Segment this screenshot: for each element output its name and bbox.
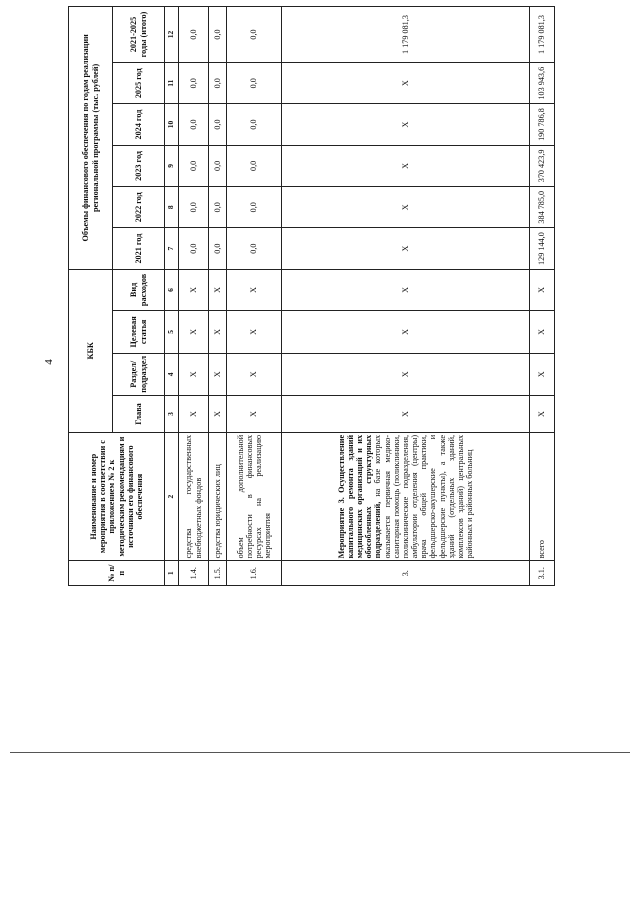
header-2025: 2025 год (113, 63, 165, 104)
cell-vid: X (179, 269, 209, 310)
cell-glava: X (282, 396, 530, 433)
cell-glava: X (209, 396, 227, 433)
table-row (179, 7, 209, 586)
cell-2025: 0,0 (209, 63, 227, 104)
cell-2022: 0,0 (179, 187, 209, 228)
header-2023: 2023 год (113, 145, 165, 186)
cell-total: 0,0 (227, 7, 282, 63)
column-index: 9 (165, 145, 179, 186)
column-index: 6 (165, 269, 179, 310)
event-3-description (282, 432, 530, 561)
rotated-page-content (68, 6, 554, 586)
cell-2022: 384 785,0 (530, 187, 555, 228)
header-glava: Глава (113, 396, 165, 433)
cell-2021: 0,0 (179, 228, 209, 269)
cell-vid: X (282, 269, 530, 310)
cell-2023: X (282, 145, 530, 186)
cell-2025: 0,0 (227, 63, 282, 104)
cell-total: 0,0 (179, 7, 209, 63)
cell-2022: 0,0 (227, 187, 282, 228)
column-index: 12 (165, 7, 179, 63)
cell-2024: 0,0 (227, 104, 282, 145)
page-number: 4 (42, 359, 55, 365)
row-number: 3. (282, 561, 530, 586)
cell-razdel: X (179, 353, 209, 395)
row-number: 3.1. (530, 561, 555, 586)
cell-2022: X (282, 187, 530, 228)
row-name: средства юридических лиц (209, 432, 227, 561)
cell-2021: X (282, 228, 530, 269)
header-2021: 2021 год (113, 228, 165, 269)
cell-vid: X (227, 269, 282, 310)
cell-total: 1 179 081,3 (530, 7, 555, 63)
cell-2023: 0,0 (179, 145, 209, 186)
event-3-title: Мероприятие 3. Осуществление капитального ремонта зданий медицинских организаций и их обособленных структурных подразделений, (336, 434, 383, 559)
column-index: 11 (165, 63, 179, 104)
header-2024: 2024 год (113, 104, 165, 145)
column-index: 2 (165, 432, 179, 561)
cell-glava: X (227, 396, 282, 433)
cell-2025: 0,0 (179, 63, 209, 104)
header-num: № п/п (69, 561, 165, 586)
column-index: 8 (165, 187, 179, 228)
header-razdel: Раздел/ подраздел (113, 353, 165, 395)
row-number: 1.4. (179, 561, 209, 586)
table-row (530, 7, 555, 586)
column-index: 4 (165, 353, 179, 395)
column-index: 3 (165, 396, 179, 433)
cell-statya: X (209, 311, 227, 353)
table-row (209, 7, 227, 586)
cell-total: 0,0 (209, 7, 227, 63)
cell-2025: X (282, 63, 530, 104)
column-index: 1 (165, 561, 179, 586)
row-number: 1.6. (227, 561, 282, 586)
cell-razdel: X (282, 353, 530, 395)
row-name: средства государственных внебюджетных фондов (179, 432, 209, 561)
column-index-row (165, 7, 179, 586)
cell-statya: X (530, 311, 555, 353)
cell-vid: X (530, 269, 555, 310)
event-3-text: на базе которых оказывается первичная медико-санитарная помощь (поликлиники, поликлинические подразделения, амбулатории отделения (центры) врача общей практики, фельдшерско-акушерские и фельдшерские пункты), а также зданий (отдельных зданий, комплексов зданий) центральных районных и районных больниц (373, 434, 475, 559)
row-name: всего (530, 432, 555, 561)
cell-glava: X (530, 396, 555, 433)
header-kbk: КБК (69, 269, 113, 432)
cell-2024: 0,0 (209, 104, 227, 145)
header-statya: Целевая статья (113, 311, 165, 353)
header-2022: 2022 год (113, 187, 165, 228)
cell-2021: 129 144,0 (530, 228, 555, 269)
header-name: Наименование и номер мероприятия в соответствии с приложением № 2 к методическим рекомендациям и источники его финансового обеспечения (69, 432, 165, 561)
table-row-event-3 (282, 7, 530, 586)
cell-2021: 0,0 (227, 228, 282, 269)
cell-2021: 0,0 (209, 228, 227, 269)
column-index: 7 (165, 228, 179, 269)
cell-razdel: X (209, 353, 227, 395)
row-number: 1.5. (209, 561, 227, 586)
cell-2023: 370 423,9 (530, 145, 555, 186)
cell-2024: X (282, 104, 530, 145)
cell-2024: 190 786,8 (530, 104, 555, 145)
cell-statya: X (179, 311, 209, 353)
cell-total: 1 179 081,3 (282, 7, 530, 63)
table-row (227, 7, 282, 586)
cell-statya: X (282, 311, 530, 353)
cell-2025: 103 943,6 (530, 63, 555, 104)
funding-table (68, 6, 555, 586)
cell-razdel: X (227, 353, 282, 395)
cell-razdel: X (530, 353, 555, 395)
cell-2023: 0,0 (227, 145, 282, 186)
row-name: объем дополнительной потребности в финансовых ресурсах на реализацию мероприятия (227, 432, 282, 561)
cell-2023: 0,0 (209, 145, 227, 186)
cell-2022: 0,0 (209, 187, 227, 228)
header-vid: Вид расходов (113, 269, 165, 310)
cell-glava: X (179, 396, 209, 433)
header-total: 2021-2025 годы (итого) (113, 7, 165, 63)
column-index: 10 (165, 104, 179, 145)
header-funding: Объемы финансового обеспечения по годам реализации региональной программы (тыс. рублей) (69, 7, 113, 270)
page-separator-line (10, 752, 630, 753)
cell-2024: 0,0 (179, 104, 209, 145)
cell-vid: X (209, 269, 227, 310)
cell-statya: X (227, 311, 282, 353)
column-index: 5 (165, 311, 179, 353)
